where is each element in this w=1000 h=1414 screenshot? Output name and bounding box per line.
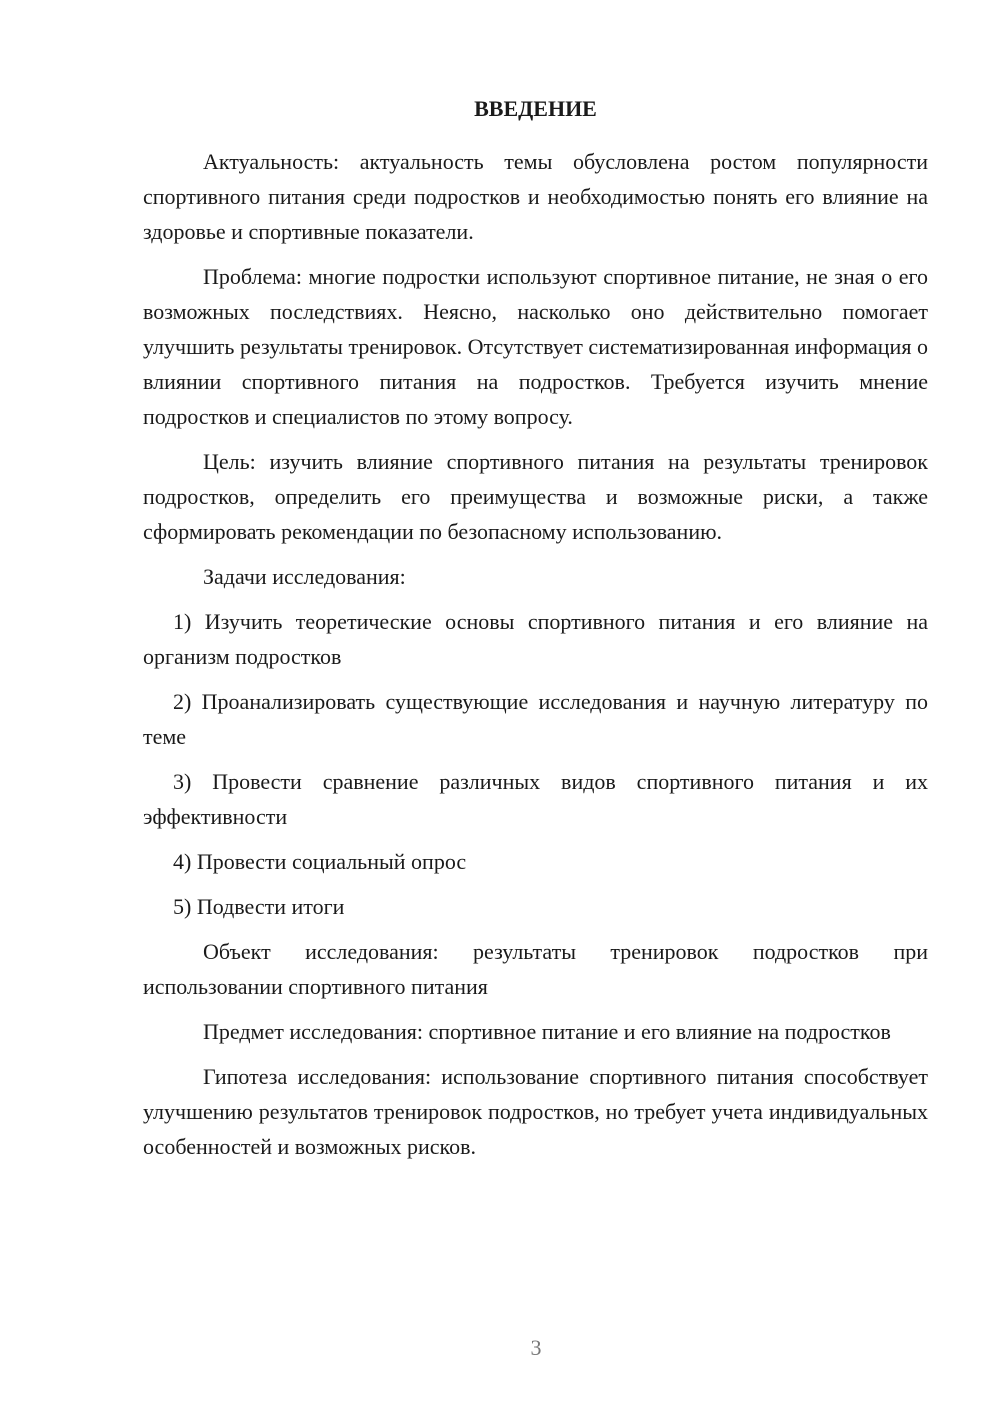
object-paragraph: Объект исследования: результаты тренировок подростков при использовании спортивного питания [143, 939, 928, 999]
page-number: 3 [530, 1335, 542, 1360]
task-item-3: 3) Провести сравнение различных видов спортивного питания и их эффективности [143, 769, 928, 829]
relevance-paragraph: Актуальность: актуальность темы обусловлена ростом популярности спортивного питания среди подростков и необходимостью понять его влияние на здоровье и спортивные показатели. [143, 149, 928, 244]
task-item-4: 4) Провести социальный опрос [173, 849, 467, 874]
task-item-5: 5) Подвести итоги [173, 894, 345, 919]
hypothesis-paragraph: Гипотеза исследования: использование спортивного питания способствует улучшению результатов тренировок подростков, но требует учета индивидуальных особенностей и возможных рисков. [143, 1064, 928, 1159]
problem-paragraph: Проблема: многие подростки используют спортивное питание, не зная о его возможных последствиях. Неясно, насколько оно действительно помогает улучшить результаты тренировок. Отсутствует систематизированная информация о влиянии спортивного питания на подростков. Требуется изучить мнение подростков и специалистов по этому вопросу. [143, 264, 928, 429]
task-item-2: 2) Проанализировать существующие исследования и научную литературу по теме [143, 689, 928, 749]
document-page [143, 94, 928, 1174]
task-item-1: 1) Изучить теоретические основы спортивного питания и его влияние на организм подростков [143, 609, 928, 669]
goal-paragraph: Цель: изучить влияние спортивного питания на результаты тренировок подростков, определить его преимущества и возможные риски, а также сформировать рекомендации по безопасному использованию. [143, 449, 928, 544]
subject-paragraph: Предмет исследования: спортивное питание и его влияние на подростков [203, 1019, 891, 1044]
tasks-heading: Задачи исследования: [203, 564, 406, 589]
page-title: ВВЕДЕНИЕ [474, 96, 597, 121]
